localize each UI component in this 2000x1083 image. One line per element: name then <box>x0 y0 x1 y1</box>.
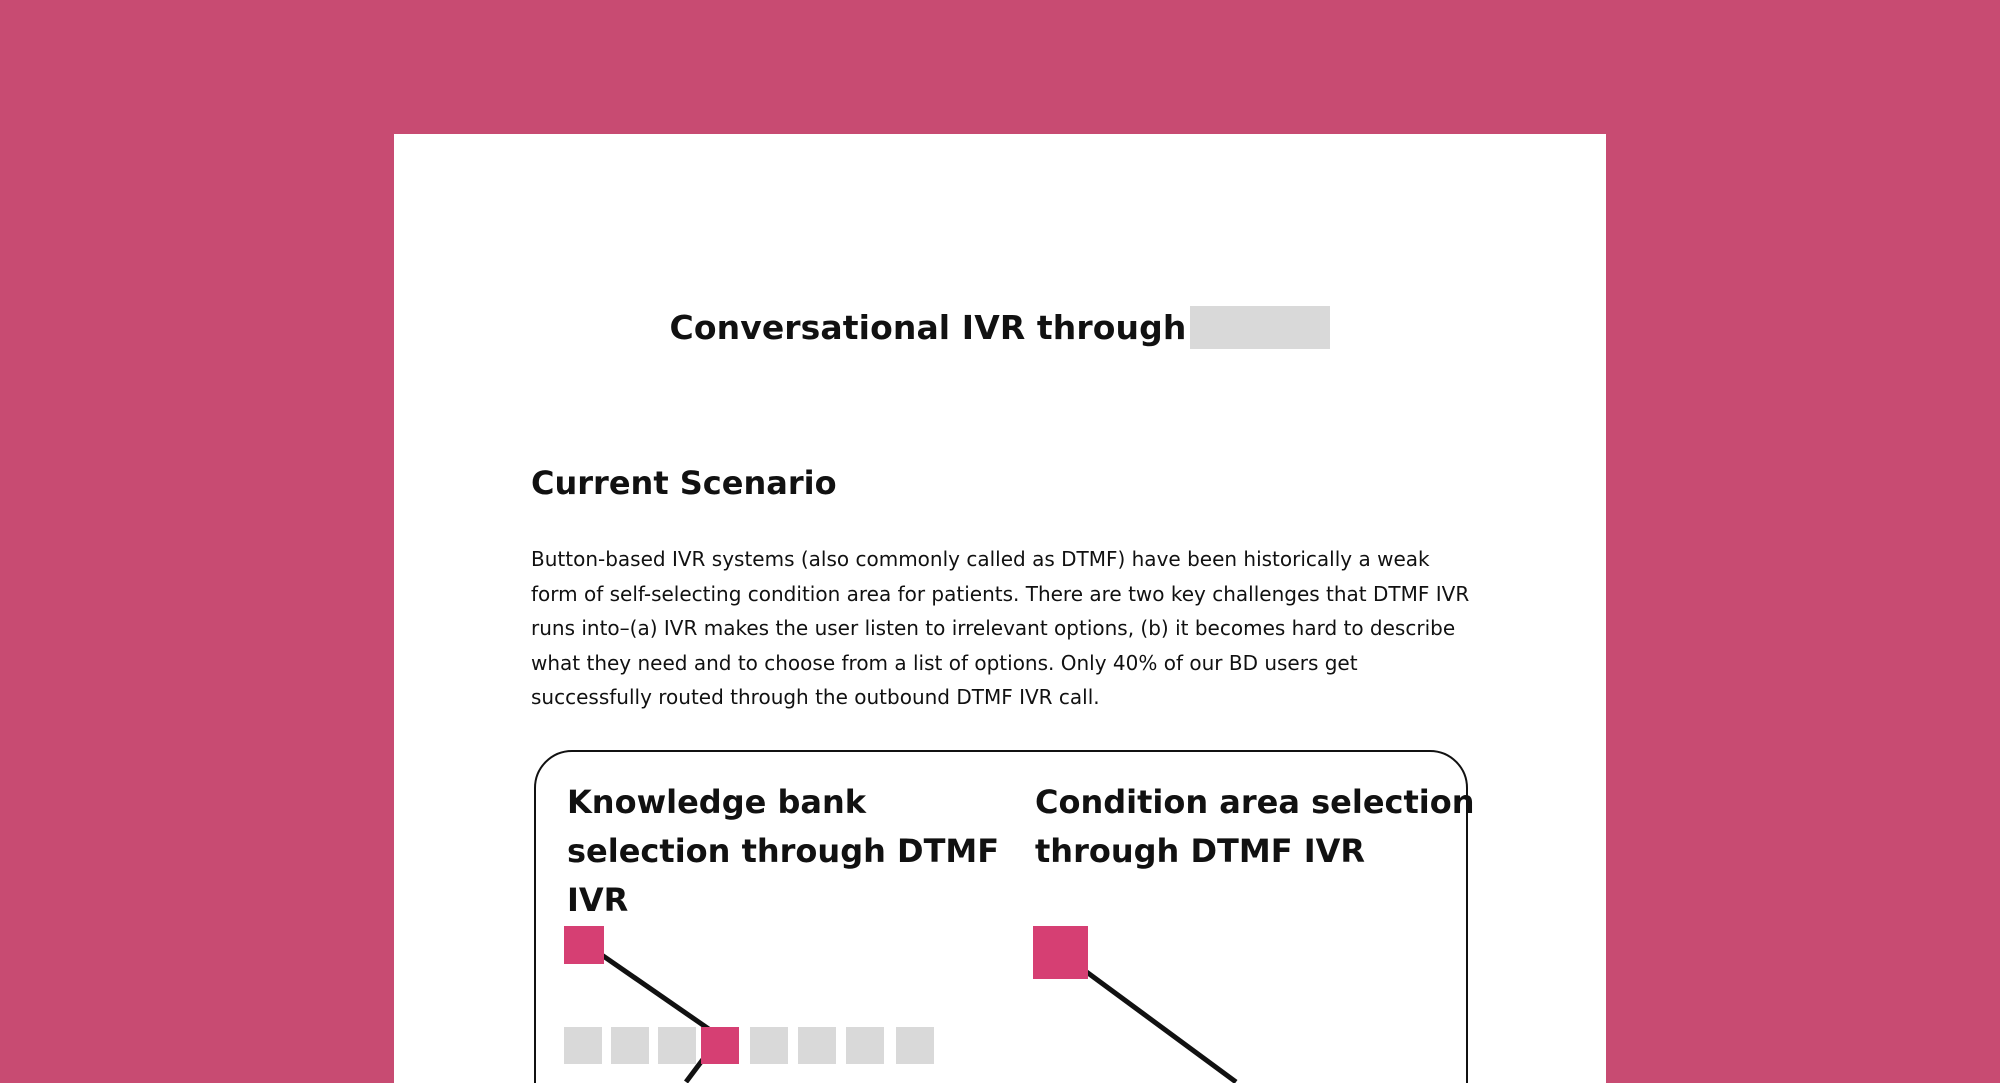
selected-option-node <box>701 1027 739 1064</box>
section-heading: Current Scenario <box>531 464 837 502</box>
option-node <box>658 1027 696 1064</box>
option-node <box>846 1027 884 1064</box>
knowledge-bank-title: Knowledge bank selection through DTMF IVR <box>567 783 1000 919</box>
option-node <box>896 1027 934 1064</box>
document-title-text: Conversational IVR through <box>669 308 1187 347</box>
condition-area-title: Condition area selection through DTMF IVR <box>1035 783 1475 870</box>
ivr-flow-diagram <box>536 752 1470 1083</box>
dtmf-ivr-figure <box>534 750 1475 1083</box>
body-paragraph: Button-based IVR systems (also commonly called as DTMF) have been historically a weak form of self-selecting condition area for patients. There are two key challenges that DTMF IVR runs into–(a) IVR makes the user listen to irrelevant options, (b) it becomes hard to describe what they need and to choose from a list of options. Only 40% of our BD users get successfully routed through the outbound DTMF IVR call. <box>531 547 1470 709</box>
redacted-text-block <box>1190 306 1330 349</box>
document-title <box>394 306 1606 349</box>
start-node <box>564 926 604 964</box>
option-node <box>750 1027 788 1064</box>
option-node <box>564 1027 602 1064</box>
option-node <box>798 1027 836 1064</box>
document-page <box>394 134 1606 1083</box>
start-node <box>1033 926 1088 979</box>
option-node <box>611 1027 649 1064</box>
